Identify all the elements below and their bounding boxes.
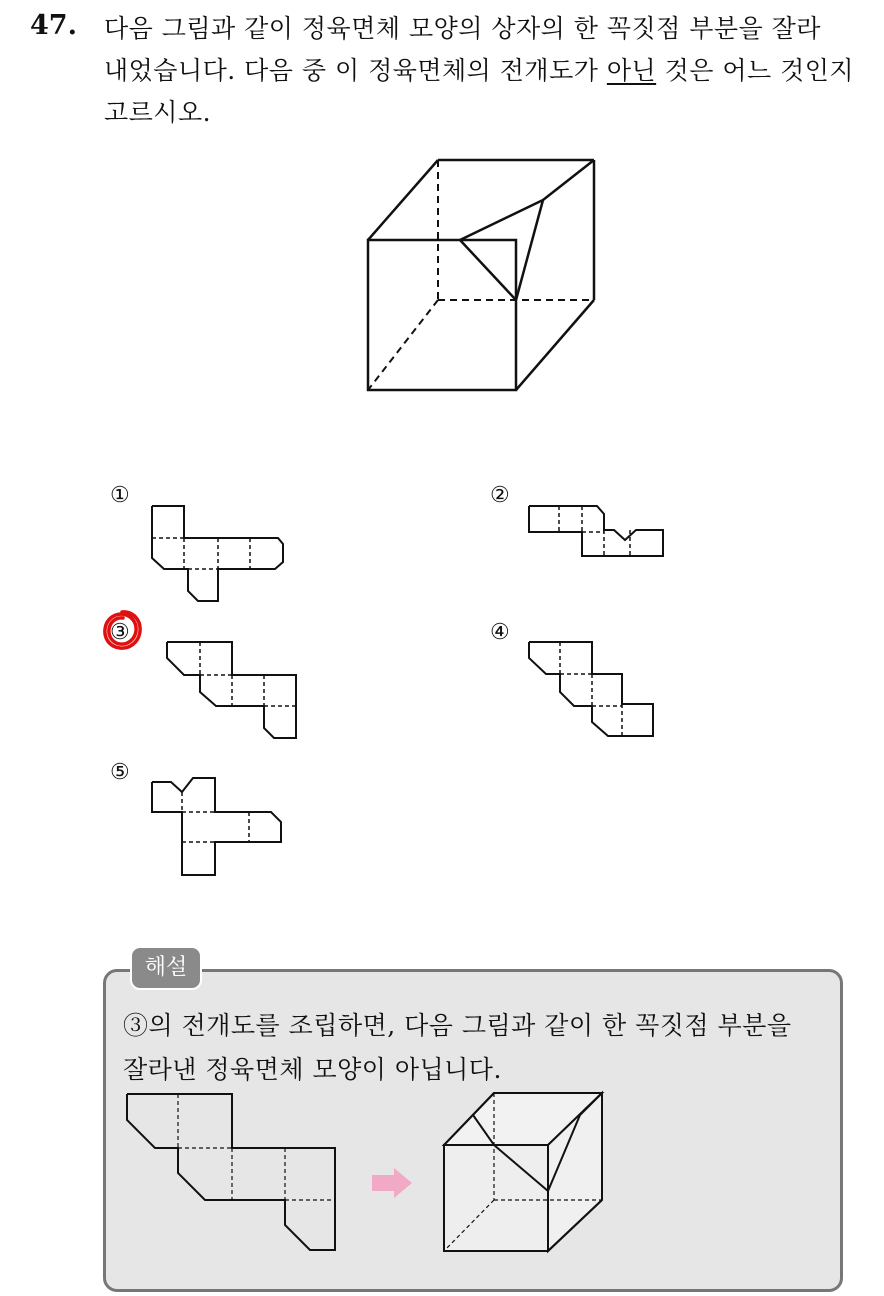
choice-3-net[interactable] [160,636,305,746]
question-line-2: 내었습니다. 다음 중 이 정육면체의 전개도가 아닌 것은 어느 것인지 [104,56,855,85]
question-text [104,8,864,134]
choice-3-label: ③ [110,620,130,645]
underlined-word: 아닌 [606,56,657,85]
choice-1-label: ① [110,483,130,508]
explanation-text [123,1004,833,1092]
question-line-3: 고르시오. [104,98,212,127]
choice-4-label: ④ [490,620,510,645]
choice-2-net[interactable] [522,500,672,565]
answer-mark-circle [100,608,144,652]
explanation-cube [440,1085,610,1260]
choice-4-net[interactable] [522,636,662,741]
choice-1-net[interactable] [140,500,290,605]
explanation-net [120,1088,345,1258]
choice-5-net[interactable] [145,772,290,882]
cut-cube-figure [360,152,610,397]
explanation-line-2: 잘라낸 정육면체 모양이 아닙니다. [123,1055,502,1084]
choice-5-label: ⑤ [110,760,130,785]
choice-2-label: ② [490,483,510,508]
explanation-badge: 해설 [130,946,202,990]
right-arrow-icon [370,1166,414,1200]
explanation-line-1: ③의 전개도를 조립하면, 다음 그림과 같이 한 꼭짓점 부분을 [123,1011,792,1040]
question-number: 47. [30,10,77,41]
question-line-1: 다음 그림과 같이 정육면체 모양의 상자의 한 꼭짓점 부분을 잘라 [104,14,821,43]
